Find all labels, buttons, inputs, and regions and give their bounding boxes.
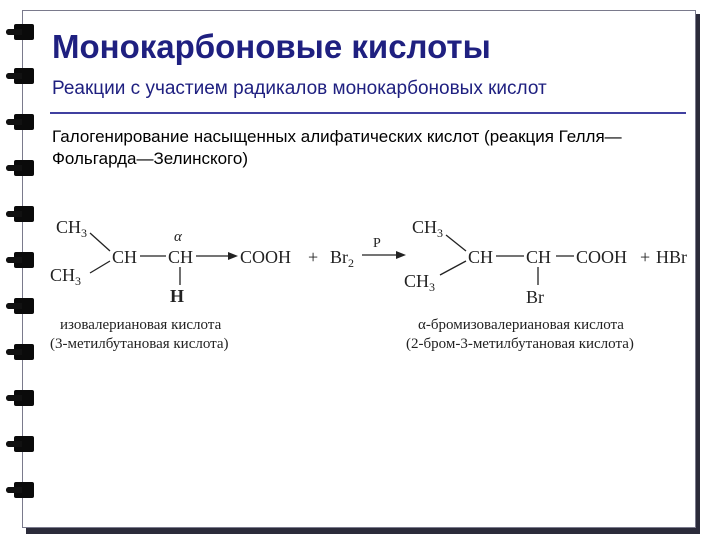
reactant-ch3-top: $CH_3$: [56, 217, 88, 240]
binding-wire: [6, 211, 22, 217]
reactant-ch3-bottom: $CH_3$: [50, 265, 82, 288]
bond-ch3-ch-top: [90, 233, 110, 251]
binding-ring: [6, 160, 36, 176]
binding-wire: [6, 73, 22, 79]
bond-ch3-ch-bottom: [90, 261, 110, 273]
reaction-scheme: [40, 205, 690, 355]
binding-ring: [6, 344, 36, 360]
product-cooh: COOH: [576, 247, 628, 267]
binding-ring: [6, 482, 36, 498]
product-ch3-bottom: $CH_3$: [404, 271, 436, 294]
product-hbr: HBr: [656, 247, 687, 267]
product-name: α-бромизовалериановая кислота: [418, 317, 624, 333]
binding-ring: [6, 390, 36, 406]
product-ch3-top: $CH_3$: [412, 217, 444, 240]
reactant-iupac-name: (3-метилбутановая кислота): [50, 336, 229, 352]
binding-ring: [6, 24, 36, 40]
product-bond-bottom: [440, 261, 466, 275]
product-ch-right: CH: [526, 247, 552, 267]
slide-title: Монокарбоновые кислоты: [52, 28, 491, 65]
bond-arrowhead: [228, 252, 238, 260]
binding-wire: [6, 349, 22, 355]
reactant-cooh: COOH: [240, 247, 292, 267]
reactant-ch-left: CH: [112, 247, 138, 267]
reagent-br2: $Br_2$: [330, 247, 354, 270]
product-structure: [404, 217, 687, 307]
binding-wire: [6, 303, 22, 309]
product-br-atom: Br: [526, 287, 544, 307]
alpha-label: α: [174, 229, 182, 245]
reactant-ch-right: CH: [168, 247, 194, 267]
binding-ring: [6, 252, 36, 268]
product-bond-top: [446, 235, 466, 251]
binding-wire: [6, 165, 22, 171]
binding-ring: [6, 114, 36, 130]
catalyst-label: P: [373, 236, 381, 251]
reactant-name: изовалериановая кислота: [60, 317, 222, 333]
arrow-head: [396, 251, 406, 259]
alpha-hydrogen: H: [170, 286, 185, 306]
product-ch-left: CH: [468, 247, 494, 267]
binding-wire: [6, 395, 22, 401]
title-divider: [50, 112, 686, 114]
plus-sign-2: +: [640, 247, 651, 267]
binding-wire: [6, 119, 22, 125]
binding-ring: [6, 298, 36, 314]
reaction-description: Галогенирование насыщенных алифатических кислот (реакция Гелля—Фольгарда—Зелинского): [52, 127, 622, 168]
product-iupac-name: (2-бром-3-метилбутановая кислота): [406, 336, 634, 352]
reactant-structure: [50, 217, 354, 306]
plus-sign-1: +: [308, 247, 319, 267]
binding-ring: [6, 436, 36, 452]
slide-subtitle: Реакции с участием радикалов монокарбоновых кислот: [52, 78, 547, 99]
reaction-arrow: [362, 236, 406, 259]
binding-wire: [6, 441, 22, 447]
binding-ring: [6, 68, 36, 84]
binding-wire: [6, 257, 22, 263]
binding-ring: [6, 206, 36, 222]
binding-wire: [6, 487, 22, 493]
binding-wire: [6, 29, 22, 35]
